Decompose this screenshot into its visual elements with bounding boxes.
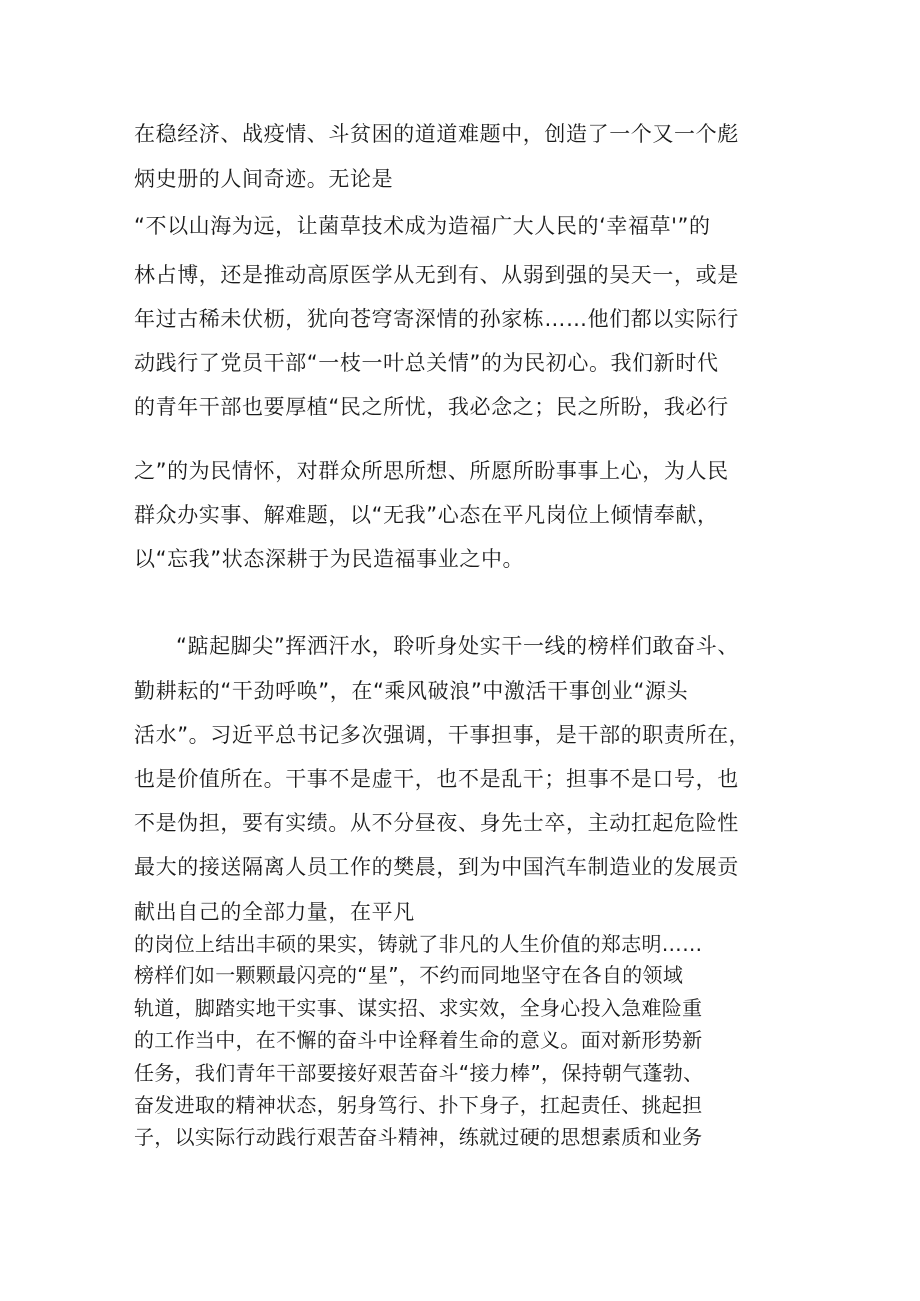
paragraph-2-line-3: 活水”。习近平总书记多次强调，干事担事，是干部的职责所在，: [134, 723, 751, 747]
paragraph-1-line-8: 之”的为民情怀，对群众所思所想、所愿所盼事事上心，为人民: [134, 459, 729, 483]
paragraph-2-line-13: 奋发进取的精神状态，躬身笃行、扑下身子，扛起责任、挑起担: [134, 1093, 703, 1117]
paragraph-2-line-5: 不是伪担，要有实绩。从不分昼夜、身先士卒，主动扛起危险性: [134, 811, 739, 835]
paragraph-2-line-12: 任务，我们青年干部要接好艰苦奋斗“接力棒”，保持朝气蓬勃、: [134, 1061, 704, 1085]
paragraph-2-line-9: 榜样们如一颗颗最闪亮的“星”，不约而同地坚守在各自的领域: [134, 963, 684, 987]
paragraph-2-line-8: 的岗位上结出丰硕的果实，铸就了非凡的人生价值的郑志明……: [134, 932, 703, 956]
paragraph-1-line-6: 动践行了党员干部“一枝一叶总关情”的为民初心。我们新时代: [134, 351, 719, 375]
paragraph-2-line-11: 的工作当中，在不懈的奋斗中诠释着生命的意义。面对新形势新: [134, 1028, 703, 1052]
paragraph-2-line-6: 最大的接送隔离人员工作的樊晨，到为中国汽车制造业的发展贡: [134, 855, 739, 879]
paragraph-2-line-7: 献出自己的全部力量，在平凡: [134, 900, 415, 924]
paragraph-1-line-1: 在稳经济、战疫情、斗贫困的道道难题中，创造了一个又一个彪: [134, 122, 739, 146]
paragraph-2-line-14: 子，以实际行动践行艰苦奋斗精神，练就过硬的思想素质和业务: [134, 1125, 703, 1149]
paragraph-1-line-4: 林占博，还是推动高原医学从无到有、从弱到强的吴天一，或是: [134, 263, 739, 287]
paragraph-2-line-1: “踮起脚尖”挥洒汗水，聆听身处实干一线的榜样们敢奋斗、: [176, 634, 739, 658]
paragraph-1-line-10: 以“忘我”状态深耕于为民造福事业之中。: [134, 547, 525, 571]
paragraph-1-line-9: 群众办实事、解难题，以“无我”心态在平凡岗位上倾情奉献，: [134, 503, 719, 527]
paragraph-1-line-5: 年过古稀未伏枥，犹向苍穹寄深情的孙家栋……他们都以实际行: [134, 307, 739, 331]
paragraph-1-line-2: 炳史册的人间奇迹。无论是: [134, 167, 394, 191]
paragraph-1-line-3: “不以山海为远，让菌草技术成为造福广大人民的‘幸福草'”的: [134, 214, 711, 238]
paragraph-1-line-7: 的青年干部也要厚植“民之所忧，我必念之；民之所盼，我必行: [134, 395, 729, 419]
paragraph-2-line-4: 也是价值所在。干事不是虚干，也不是乱干；担事不是口号，也: [134, 767, 739, 791]
paragraph-2-line-10: 轨道，脚踏实地干实事、谋实招、求实效，全身心投入急难险重: [134, 996, 703, 1020]
paragraph-2-line-2: 勤耕耘的“干劲呼唤”，在“乘风破浪”中激活干事创业“源头: [134, 679, 689, 703]
